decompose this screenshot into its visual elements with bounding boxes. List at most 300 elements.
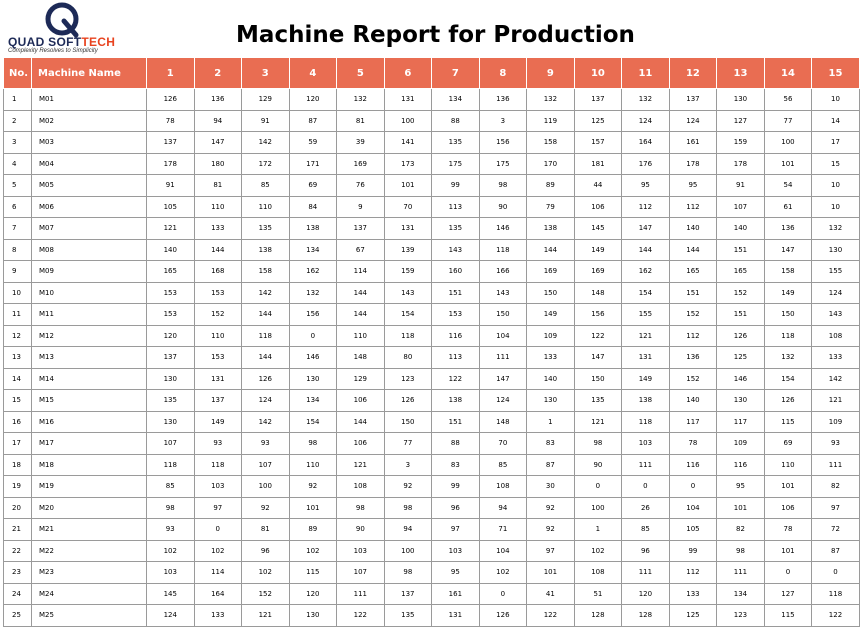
- production-value-cell: 121: [147, 218, 195, 240]
- machine-name-cell: M22: [32, 540, 147, 562]
- production-value-cell: 172: [242, 153, 290, 175]
- production-value-cell: 95: [622, 175, 670, 197]
- production-value-cell: 159: [717, 132, 765, 154]
- machine-name-cell: M16: [32, 411, 147, 433]
- production-value-cell: 103: [432, 540, 480, 562]
- production-value-cell: 91: [147, 175, 195, 197]
- production-value-cell: 142: [242, 282, 290, 304]
- production-value-cell: 88: [432, 110, 480, 132]
- table-row: [4, 562, 860, 584]
- production-value-cell: 107: [717, 196, 765, 218]
- production-value-cell: 138: [527, 218, 575, 240]
- logo-wordmark-main: QUAD SOFT: [8, 35, 82, 49]
- production-value-cell: 98: [717, 540, 765, 562]
- production-value-cell: 125: [717, 347, 765, 369]
- production-value-cell: 111: [812, 454, 860, 476]
- table-row: [4, 239, 860, 261]
- production-value-cell: 144: [669, 239, 717, 261]
- production-value-cell: 17: [812, 132, 860, 154]
- machine-name-cell: M19: [32, 476, 147, 498]
- production-value-cell: 89: [527, 175, 575, 197]
- production-value-cell: 118: [479, 239, 527, 261]
- production-value-cell: 100: [384, 110, 432, 132]
- production-value-cell: 70: [384, 196, 432, 218]
- production-value-cell: 103: [194, 476, 242, 498]
- production-value-cell: 165: [669, 261, 717, 283]
- production-value-cell: 144: [527, 239, 575, 261]
- row-number: 23: [4, 562, 32, 584]
- production-value-cell: 137: [384, 583, 432, 605]
- production-value-cell: 149: [527, 304, 575, 326]
- production-value-cell: 133: [812, 347, 860, 369]
- production-value-cell: 127: [764, 583, 812, 605]
- production-value-cell: 139: [384, 239, 432, 261]
- production-value-cell: 124: [147, 605, 195, 627]
- production-value-cell: 112: [669, 196, 717, 218]
- production-value-cell: 96: [432, 497, 480, 519]
- production-value-cell: 114: [194, 562, 242, 584]
- production-value-cell: 149: [764, 282, 812, 304]
- production-value-cell: 149: [194, 411, 242, 433]
- production-value-cell: 122: [337, 605, 385, 627]
- production-value-cell: 129: [242, 89, 290, 111]
- row-number: 7: [4, 218, 32, 240]
- row-number: 19: [4, 476, 32, 498]
- production-value-cell: 154: [384, 304, 432, 326]
- production-value-cell: 14: [812, 110, 860, 132]
- production-value-cell: 120: [289, 89, 337, 111]
- production-value-cell: 170: [527, 153, 575, 175]
- production-value-cell: 111: [717, 562, 765, 584]
- production-value-cell: 127: [717, 110, 765, 132]
- production-value-cell: 85: [242, 175, 290, 197]
- production-value-cell: 137: [669, 89, 717, 111]
- production-value-cell: 99: [432, 175, 480, 197]
- production-value-cell: 150: [527, 282, 575, 304]
- production-value-cell: 97: [527, 540, 575, 562]
- production-value-cell: 98: [147, 497, 195, 519]
- production-value-cell: 166: [479, 261, 527, 283]
- row-number: 12: [4, 325, 32, 347]
- production-value-cell: 108: [337, 476, 385, 498]
- production-value-cell: 101: [764, 540, 812, 562]
- table-row: [4, 605, 860, 627]
- production-value-cell: 153: [432, 304, 480, 326]
- production-value-cell: 97: [194, 497, 242, 519]
- production-value-cell: 101: [527, 562, 575, 584]
- production-value-cell: 82: [812, 476, 860, 498]
- production-value-cell: 136: [479, 89, 527, 111]
- production-value-cell: 157: [574, 132, 622, 154]
- production-value-cell: 106: [337, 390, 385, 412]
- production-value-cell: 95: [669, 175, 717, 197]
- column-header-9: 9: [527, 58, 575, 89]
- table-row: [4, 132, 860, 154]
- table-row: [4, 218, 860, 240]
- production-value-cell: 87: [527, 454, 575, 476]
- production-value-cell: 118: [622, 411, 670, 433]
- production-value-cell: 130: [717, 390, 765, 412]
- production-value-cell: 130: [527, 390, 575, 412]
- table-header-row: [4, 58, 860, 89]
- production-value-cell: 0: [812, 562, 860, 584]
- production-value-cell: 134: [717, 583, 765, 605]
- production-value-cell: 113: [432, 347, 480, 369]
- production-value-cell: 70: [479, 433, 527, 455]
- production-value-cell: 114: [337, 261, 385, 283]
- production-value-cell: 131: [194, 368, 242, 390]
- production-value-cell: 115: [764, 411, 812, 433]
- production-value-cell: 61: [764, 196, 812, 218]
- production-value-cell: 111: [479, 347, 527, 369]
- table-row: [4, 196, 860, 218]
- production-value-cell: 91: [242, 110, 290, 132]
- production-value-cell: 98: [289, 433, 337, 455]
- production-value-cell: 153: [147, 304, 195, 326]
- production-value-cell: 102: [147, 540, 195, 562]
- machine-name-cell: M04: [32, 153, 147, 175]
- table-row: [4, 261, 860, 283]
- production-value-cell: 111: [622, 454, 670, 476]
- production-value-cell: 51: [574, 583, 622, 605]
- production-value-cell: 138: [289, 218, 337, 240]
- production-value-cell: 81: [242, 519, 290, 541]
- production-value-cell: 109: [812, 411, 860, 433]
- machine-name-cell: M08: [32, 239, 147, 261]
- production-value-cell: 150: [764, 304, 812, 326]
- production-value-cell: 158: [527, 132, 575, 154]
- production-value-cell: 107: [147, 433, 195, 455]
- production-value-cell: 121: [337, 454, 385, 476]
- production-value-cell: 120: [622, 583, 670, 605]
- production-value-cell: 69: [289, 175, 337, 197]
- production-value-cell: 105: [669, 519, 717, 541]
- production-value-cell: 136: [669, 347, 717, 369]
- production-value-cell: 110: [194, 196, 242, 218]
- production-value-cell: 98: [384, 562, 432, 584]
- production-value-cell: 135: [384, 605, 432, 627]
- production-value-cell: 108: [812, 325, 860, 347]
- production-value-cell: 118: [812, 583, 860, 605]
- production-value-cell: 134: [289, 239, 337, 261]
- production-value-cell: 150: [479, 304, 527, 326]
- production-value-cell: 96: [622, 540, 670, 562]
- production-value-cell: 144: [242, 347, 290, 369]
- production-value-cell: 103: [337, 540, 385, 562]
- column-header-4: 4: [289, 58, 337, 89]
- production-value-cell: 26: [622, 497, 670, 519]
- production-value-cell: 110: [242, 196, 290, 218]
- production-value-cell: 128: [622, 605, 670, 627]
- production-value-cell: 101: [717, 497, 765, 519]
- production-value-cell: 128: [574, 605, 622, 627]
- production-value-cell: 107: [242, 454, 290, 476]
- production-value-cell: 10: [812, 196, 860, 218]
- production-value-cell: 133: [194, 605, 242, 627]
- production-value-cell: 153: [194, 282, 242, 304]
- production-value-cell: 169: [574, 261, 622, 283]
- production-value-cell: 175: [479, 153, 527, 175]
- production-value-cell: 54: [764, 175, 812, 197]
- production-value-cell: 97: [812, 497, 860, 519]
- production-value-cell: 135: [432, 218, 480, 240]
- production-value-cell: 144: [337, 282, 385, 304]
- production-value-cell: 120: [289, 583, 337, 605]
- machine-name-cell: M23: [32, 562, 147, 584]
- production-value-cell: 130: [289, 368, 337, 390]
- production-value-cell: 104: [669, 497, 717, 519]
- production-value-cell: 83: [527, 433, 575, 455]
- row-number: 25: [4, 605, 32, 627]
- production-value-cell: 79: [527, 196, 575, 218]
- production-value-cell: 91: [717, 175, 765, 197]
- production-value-cell: 0: [574, 476, 622, 498]
- row-number: 5: [4, 175, 32, 197]
- production-value-cell: 1: [574, 519, 622, 541]
- production-value-cell: 102: [289, 540, 337, 562]
- production-value-cell: 93: [147, 519, 195, 541]
- production-value-cell: 144: [337, 411, 385, 433]
- machine-name-cell: M24: [32, 583, 147, 605]
- production-value-cell: 138: [622, 390, 670, 412]
- production-value-cell: 150: [384, 411, 432, 433]
- production-value-cell: 84: [289, 196, 337, 218]
- production-value-cell: 140: [669, 390, 717, 412]
- production-value-cell: 140: [669, 218, 717, 240]
- production-value-cell: 169: [337, 153, 385, 175]
- production-value-cell: 130: [289, 605, 337, 627]
- table-row: [4, 433, 860, 455]
- production-value-cell: 126: [479, 605, 527, 627]
- machine-name-cell: M06: [32, 196, 147, 218]
- production-value-cell: 30: [527, 476, 575, 498]
- production-value-cell: 180: [194, 153, 242, 175]
- column-header-6: 6: [384, 58, 432, 89]
- production-value-cell: 100: [574, 497, 622, 519]
- production-value-cell: 141: [384, 132, 432, 154]
- production-value-cell: 178: [147, 153, 195, 175]
- production-value-cell: 10: [812, 175, 860, 197]
- production-value-cell: 153: [194, 347, 242, 369]
- production-value-cell: 93: [242, 433, 290, 455]
- production-value-cell: 151: [717, 304, 765, 326]
- table-row: [4, 89, 860, 111]
- table-row: [4, 519, 860, 541]
- table-row: [4, 476, 860, 498]
- production-value-cell: 133: [527, 347, 575, 369]
- column-header-8: 8: [479, 58, 527, 89]
- production-value-cell: 92: [384, 476, 432, 498]
- production-value-cell: 126: [147, 89, 195, 111]
- production-value-cell: 143: [384, 282, 432, 304]
- production-value-cell: 181: [574, 153, 622, 175]
- production-value-cell: 124: [479, 390, 527, 412]
- row-number: 15: [4, 390, 32, 412]
- production-value-cell: 105: [147, 196, 195, 218]
- row-number: 24: [4, 583, 32, 605]
- production-value-cell: 140: [717, 218, 765, 240]
- machine-name-cell: M02: [32, 110, 147, 132]
- production-value-cell: 125: [574, 110, 622, 132]
- production-value-cell: 175: [432, 153, 480, 175]
- production-value-cell: 101: [289, 497, 337, 519]
- row-number: 13: [4, 347, 32, 369]
- production-value-cell: 122: [812, 605, 860, 627]
- production-value-cell: 97: [432, 519, 480, 541]
- production-value-cell: 3: [479, 110, 527, 132]
- production-value-cell: 130: [147, 411, 195, 433]
- production-value-cell: 155: [812, 261, 860, 283]
- production-value-cell: 161: [432, 583, 480, 605]
- production-value-cell: 98: [574, 433, 622, 455]
- production-value-cell: 124: [242, 390, 290, 412]
- row-number: 3: [4, 132, 32, 154]
- production-value-cell: 59: [289, 132, 337, 154]
- production-value-cell: 138: [242, 239, 290, 261]
- row-number: 11: [4, 304, 32, 326]
- production-value-cell: 44: [574, 175, 622, 197]
- production-value-cell: 124: [812, 282, 860, 304]
- production-value-cell: 134: [432, 89, 480, 111]
- production-value-cell: 0: [194, 519, 242, 541]
- production-value-cell: 132: [289, 282, 337, 304]
- production-value-cell: 130: [717, 89, 765, 111]
- production-value-cell: 0: [669, 476, 717, 498]
- production-value-cell: 151: [717, 239, 765, 261]
- page-title: Machine Report for Production: [236, 22, 635, 48]
- production-value-cell: 132: [337, 89, 385, 111]
- production-value-cell: 116: [432, 325, 480, 347]
- production-value-cell: 115: [764, 605, 812, 627]
- production-value-cell: 3: [384, 454, 432, 476]
- production-value-cell: 147: [479, 368, 527, 390]
- row-number: 2: [4, 110, 32, 132]
- production-value-cell: 145: [574, 218, 622, 240]
- production-value-cell: 102: [194, 540, 242, 562]
- production-value-cell: 112: [669, 562, 717, 584]
- production-value-cell: 130: [812, 239, 860, 261]
- production-value-cell: 168: [194, 261, 242, 283]
- production-value-cell: 146: [289, 347, 337, 369]
- production-value-cell: 39: [337, 132, 385, 154]
- production-value-cell: 137: [194, 390, 242, 412]
- production-value-cell: 152: [194, 304, 242, 326]
- production-value-cell: 10: [812, 89, 860, 111]
- row-number: 14: [4, 368, 32, 390]
- production-value-cell: 143: [432, 239, 480, 261]
- row-number: 6: [4, 196, 32, 218]
- row-number: 20: [4, 497, 32, 519]
- production-value-cell: 148: [337, 347, 385, 369]
- production-value-cell: 132: [812, 218, 860, 240]
- production-value-cell: 158: [764, 261, 812, 283]
- table-row: [4, 454, 860, 476]
- production-value-cell: 80: [384, 347, 432, 369]
- production-value-cell: 115: [289, 562, 337, 584]
- production-value-cell: 0: [764, 562, 812, 584]
- machine-name-cell: M05: [32, 175, 147, 197]
- production-value-cell: 147: [194, 132, 242, 154]
- production-value-cell: 90: [574, 454, 622, 476]
- production-value-cell: 85: [479, 454, 527, 476]
- production-value-cell: 99: [669, 540, 717, 562]
- production-value-cell: 92: [527, 497, 575, 519]
- production-value-cell: 152: [669, 304, 717, 326]
- production-value-cell: 117: [717, 411, 765, 433]
- column-header-10: 10: [574, 58, 622, 89]
- column-header-1: 1: [147, 58, 195, 89]
- production-value-cell: 152: [669, 368, 717, 390]
- production-value-cell: 142: [242, 411, 290, 433]
- production-value-cell: 146: [479, 218, 527, 240]
- production-value-cell: 135: [574, 390, 622, 412]
- production-value-cell: 124: [669, 110, 717, 132]
- production-value-cell: 116: [669, 454, 717, 476]
- production-value-cell: 165: [147, 261, 195, 283]
- production-value-cell: 123: [717, 605, 765, 627]
- production-value-cell: 156: [289, 304, 337, 326]
- production-value-cell: 93: [812, 433, 860, 455]
- machine-name-cell: M10: [32, 282, 147, 304]
- row-number: 1: [4, 89, 32, 111]
- production-value-cell: 113: [432, 196, 480, 218]
- production-value-cell: 121: [242, 605, 290, 627]
- column-header-no: No.: [4, 58, 32, 89]
- production-value-cell: 125: [669, 605, 717, 627]
- table-row: [4, 175, 860, 197]
- production-value-cell: 158: [242, 261, 290, 283]
- production-value-cell: 110: [764, 454, 812, 476]
- production-value-cell: 82: [717, 519, 765, 541]
- production-value-cell: 107: [337, 562, 385, 584]
- column-header-machine-name: Machine Name: [32, 58, 147, 89]
- production-value-cell: 131: [384, 218, 432, 240]
- logo-wordmark-accent: TECH: [81, 35, 116, 49]
- production-value-cell: 164: [622, 132, 670, 154]
- production-value-cell: 93: [194, 433, 242, 455]
- production-value-cell: 154: [289, 411, 337, 433]
- column-header-14: 14: [764, 58, 812, 89]
- production-value-cell: 126: [242, 368, 290, 390]
- production-value-cell: 123: [384, 368, 432, 390]
- column-header-11: 11: [622, 58, 670, 89]
- machine-name-cell: M13: [32, 347, 147, 369]
- production-value-cell: 165: [717, 261, 765, 283]
- production-value-cell: 71: [479, 519, 527, 541]
- production-value-cell: 153: [147, 282, 195, 304]
- column-header-3: 3: [242, 58, 290, 89]
- production-value-cell: 90: [337, 519, 385, 541]
- production-value-cell: 135: [147, 390, 195, 412]
- production-value-cell: 112: [622, 196, 670, 218]
- production-value-cell: 95: [432, 562, 480, 584]
- production-value-cell: 118: [147, 454, 195, 476]
- production-value-cell: 78: [147, 110, 195, 132]
- production-value-cell: 169: [527, 261, 575, 283]
- production-value-cell: 108: [479, 476, 527, 498]
- production-value-cell: 100: [764, 132, 812, 154]
- table-row: [4, 153, 860, 175]
- production-value-cell: 142: [812, 368, 860, 390]
- production-value-cell: 83: [432, 454, 480, 476]
- column-header-7: 7: [432, 58, 480, 89]
- production-value-cell: 129: [337, 368, 385, 390]
- machine-name-cell: M25: [32, 605, 147, 627]
- production-value-cell: 135: [242, 218, 290, 240]
- production-value-cell: 122: [432, 368, 480, 390]
- production-value-cell: 131: [622, 347, 670, 369]
- production-value-cell: 140: [527, 368, 575, 390]
